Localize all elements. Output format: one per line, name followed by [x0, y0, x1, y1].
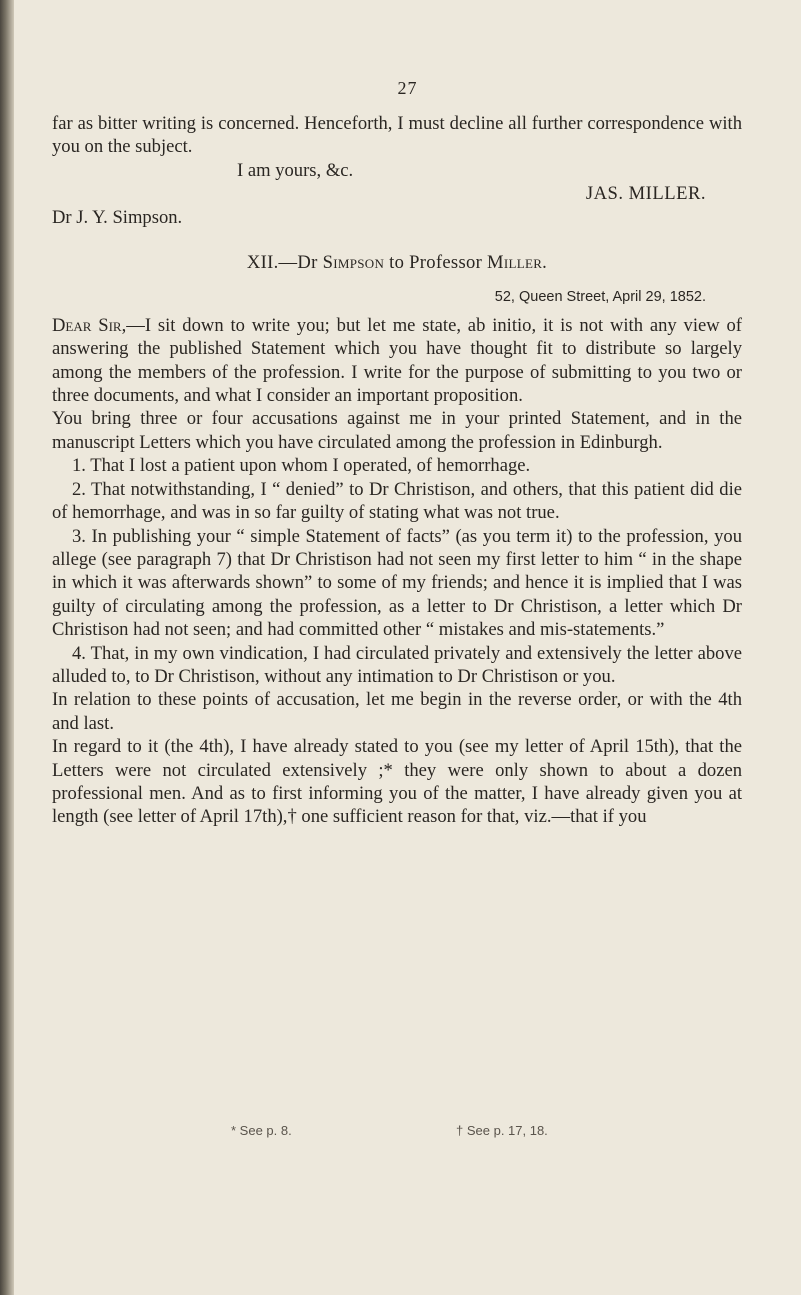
accusation-4: 4. That, in my own vindication, I had circulated privately and extensively the letter above alluded to, to Dr Christison, without any intimation to Dr Christison or you. — [52, 642, 742, 687]
paragraph-relation: In relation to these points of accusation, let me begin in the reverse order, or with the 4th and last. — [52, 689, 742, 734]
letter-address-date: 52, Queen Street, April 29, 1852. — [494, 289, 706, 306]
page-number: 27 — [397, 78, 418, 98]
page-body — [52, 112, 742, 829]
paragraph-regard: In regard to it (the 4th), I have already stated to you (see my letter of April 15th), that the Letters were not circulated extensively ;* they were only shown to about a dozen professional men. And as to first informing you of the matter, I have already given you at length (see letter of April 17th),† one sufficient reason for that, viz.—that if you — [52, 736, 742, 828]
footnote-1: * See p. 8. — [231, 1123, 292, 1138]
heading-prefix: XII.—Dr — [246, 252, 323, 274]
heading-name-miller: Miller. — [487, 252, 548, 274]
footnote-2: † See p. 17, 18. — [456, 1123, 548, 1138]
salutation: Dear Sir, — [52, 314, 127, 336]
accusation-1: 1. That I lost a patient upon whom I operated, of hemorrhage. — [72, 455, 531, 477]
section-heading — [52, 251, 742, 274]
accusation-2: 2. That notwithstanding, I “ denied” to Dr Christison, and others, that this patient did die of hemorrhage, and was in so far guilty of stating what was not true. — [52, 478, 742, 524]
heading-middle: to Professor — [384, 252, 488, 274]
accusation-3: 3. In publishing your “ simple Statement of facts” (as you term it) to the profession, you allege (see paragraph 7) that Dr Christison had not seen my first letter to him “ in the shape in which it was afterwards shown” to some of my friends; and hence it is implied that I was guilty of circulating among the profession, as a letter to Dr Christison, a letter which Dr Christison had not seen; and had committed other “ mistakes and mis-statements.” — [52, 525, 742, 641]
letter-signature: JAS. MILLER. — [585, 183, 706, 205]
paragraph-salutation — [52, 314, 742, 408]
letter-closing: I am yours, &c. — [237, 159, 354, 181]
opening-paragraph: far as bitter writing is concerned. Henceforth, I must decline all further correspondence with you on the subject. — [52, 113, 742, 158]
book-page — [14, 0, 801, 1295]
book-binding-edge — [0, 0, 14, 1295]
paragraph-1: —I sit down to write you; but let me state, ab initio, it is not with any view of answering the published Statement which you have thought fit to distribute so largely among the members of the profession. I write for the purpose of submitting to you two or three documents, and what I consider an important proposition. — [52, 314, 742, 407]
heading-name-simpson: Simpson — [322, 252, 385, 274]
paragraph-2: You bring three or four accusations against me in your printed Statement, and in the manuscript Letters which you have circulated among the profession in Edinburgh. — [52, 408, 742, 453]
letter-recipient: Dr J. Y. Simpson. — [52, 206, 183, 228]
